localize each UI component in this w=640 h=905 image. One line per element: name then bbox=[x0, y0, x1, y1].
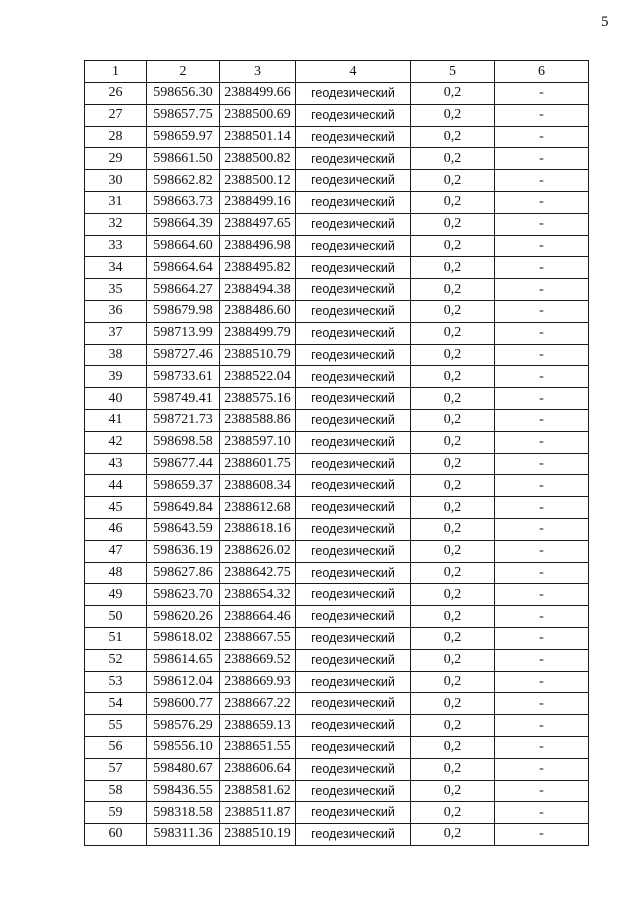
x-coordinate-cell: 598576.29 bbox=[147, 715, 220, 737]
accuracy-cell: 0,2 bbox=[411, 693, 495, 715]
point-number-cell: 39 bbox=[85, 366, 147, 388]
y-coordinate-cell: 2388606.64 bbox=[220, 758, 296, 780]
accuracy-cell: 0,2 bbox=[411, 649, 495, 671]
x-coordinate-cell: 598661.50 bbox=[147, 148, 220, 170]
x-coordinate-cell: 598643.59 bbox=[147, 518, 220, 540]
method-cell: геодезический bbox=[296, 475, 411, 497]
x-coordinate-cell: 598698.58 bbox=[147, 431, 220, 453]
table-row bbox=[85, 606, 589, 628]
header-cell-point-number: 1 bbox=[85, 61, 147, 83]
point-number-cell: 47 bbox=[85, 540, 147, 562]
y-coordinate-cell: 2388511.87 bbox=[220, 802, 296, 824]
point-number-cell: 30 bbox=[85, 170, 147, 192]
point-number-cell: 42 bbox=[85, 431, 147, 453]
y-coordinate-cell: 2388522.04 bbox=[220, 366, 296, 388]
x-coordinate-cell: 598659.37 bbox=[147, 475, 220, 497]
table-row bbox=[85, 475, 589, 497]
accuracy-cell: 0,2 bbox=[411, 475, 495, 497]
accuracy-cell: 0,2 bbox=[411, 104, 495, 126]
y-coordinate-cell: 2388618.16 bbox=[220, 518, 296, 540]
accuracy-cell: 0,2 bbox=[411, 606, 495, 628]
x-coordinate-cell: 598664.64 bbox=[147, 257, 220, 279]
accuracy-cell: 0,2 bbox=[411, 191, 495, 213]
table-row bbox=[85, 279, 589, 301]
table-row bbox=[85, 170, 589, 192]
point-number-cell: 38 bbox=[85, 344, 147, 366]
description-cell: - bbox=[495, 213, 589, 235]
description-cell: - bbox=[495, 300, 589, 322]
description-cell: - bbox=[495, 584, 589, 606]
table-row bbox=[85, 431, 589, 453]
table-row bbox=[85, 126, 589, 148]
x-coordinate-cell: 598664.39 bbox=[147, 213, 220, 235]
x-coordinate-cell: 598733.61 bbox=[147, 366, 220, 388]
x-coordinate-cell: 598627.86 bbox=[147, 562, 220, 584]
table-row bbox=[85, 562, 589, 584]
accuracy-cell: 0,2 bbox=[411, 409, 495, 431]
accuracy-cell: 0,2 bbox=[411, 497, 495, 519]
accuracy-cell: 0,2 bbox=[411, 170, 495, 192]
accuracy-cell: 0,2 bbox=[411, 300, 495, 322]
accuracy-cell: 0,2 bbox=[411, 627, 495, 649]
x-coordinate-cell: 598679.98 bbox=[147, 300, 220, 322]
x-coordinate-cell: 598727.46 bbox=[147, 344, 220, 366]
y-coordinate-cell: 2388669.93 bbox=[220, 671, 296, 693]
header-cell-description: 6 bbox=[495, 61, 589, 83]
table-row bbox=[85, 148, 589, 170]
table-row bbox=[85, 235, 589, 257]
description-cell: - bbox=[495, 344, 589, 366]
table-row bbox=[85, 802, 589, 824]
accuracy-cell: 0,2 bbox=[411, 279, 495, 301]
point-number-cell: 59 bbox=[85, 802, 147, 824]
description-cell: - bbox=[495, 409, 589, 431]
description-cell: - bbox=[495, 693, 589, 715]
accuracy-cell: 0,2 bbox=[411, 736, 495, 758]
method-cell: геодезический bbox=[296, 279, 411, 301]
method-cell: геодезический bbox=[296, 300, 411, 322]
accuracy-cell: 0,2 bbox=[411, 453, 495, 475]
point-number-cell: 37 bbox=[85, 322, 147, 344]
accuracy-cell: 0,2 bbox=[411, 715, 495, 737]
description-cell: - bbox=[495, 366, 589, 388]
accuracy-cell: 0,2 bbox=[411, 824, 495, 846]
header-cell-y: 3 bbox=[220, 61, 296, 83]
coordinates-table bbox=[84, 60, 589, 846]
x-coordinate-cell: 598659.97 bbox=[147, 126, 220, 148]
point-number-cell: 55 bbox=[85, 715, 147, 737]
y-coordinate-cell: 2388510.19 bbox=[220, 824, 296, 846]
point-number-cell: 54 bbox=[85, 693, 147, 715]
table-row bbox=[85, 780, 589, 802]
method-cell: геодезический bbox=[296, 409, 411, 431]
x-coordinate-cell: 598600.77 bbox=[147, 693, 220, 715]
y-coordinate-cell: 2388664.46 bbox=[220, 606, 296, 628]
method-cell: геодезический bbox=[296, 126, 411, 148]
table-row bbox=[85, 104, 589, 126]
description-cell: - bbox=[495, 475, 589, 497]
description-cell: - bbox=[495, 83, 589, 105]
y-coordinate-cell: 2388669.52 bbox=[220, 649, 296, 671]
description-cell: - bbox=[495, 736, 589, 758]
method-cell: геодезический bbox=[296, 322, 411, 344]
description-cell: - bbox=[495, 649, 589, 671]
point-number-cell: 45 bbox=[85, 497, 147, 519]
description-cell: - bbox=[495, 497, 589, 519]
y-coordinate-cell: 2388659.13 bbox=[220, 715, 296, 737]
header-cell-x: 2 bbox=[147, 61, 220, 83]
accuracy-cell: 0,2 bbox=[411, 584, 495, 606]
x-coordinate-cell: 598721.73 bbox=[147, 409, 220, 431]
point-number-cell: 60 bbox=[85, 824, 147, 846]
table-row bbox=[85, 409, 589, 431]
method-cell: геодезический bbox=[296, 562, 411, 584]
table-row bbox=[85, 736, 589, 758]
point-number-cell: 51 bbox=[85, 627, 147, 649]
description-cell: - bbox=[495, 518, 589, 540]
x-coordinate-cell: 598649.84 bbox=[147, 497, 220, 519]
y-coordinate-cell: 2388588.86 bbox=[220, 409, 296, 431]
table-row bbox=[85, 671, 589, 693]
method-cell: геодезический bbox=[296, 148, 411, 170]
method-cell: геодезический bbox=[296, 671, 411, 693]
point-number-cell: 40 bbox=[85, 388, 147, 410]
accuracy-cell: 0,2 bbox=[411, 148, 495, 170]
description-cell: - bbox=[495, 104, 589, 126]
y-coordinate-cell: 2388612.68 bbox=[220, 497, 296, 519]
point-number-cell: 29 bbox=[85, 148, 147, 170]
y-coordinate-cell: 2388575.16 bbox=[220, 388, 296, 410]
y-coordinate-cell: 2388651.55 bbox=[220, 736, 296, 758]
table-row bbox=[85, 366, 589, 388]
description-cell: - bbox=[495, 257, 589, 279]
method-cell: геодезический bbox=[296, 758, 411, 780]
method-cell: геодезический bbox=[296, 736, 411, 758]
accuracy-cell: 0,2 bbox=[411, 83, 495, 105]
y-coordinate-cell: 2388500.82 bbox=[220, 148, 296, 170]
description-cell: - bbox=[495, 170, 589, 192]
accuracy-cell: 0,2 bbox=[411, 540, 495, 562]
description-cell: - bbox=[495, 191, 589, 213]
accuracy-cell: 0,2 bbox=[411, 758, 495, 780]
method-cell: геодезический bbox=[296, 824, 411, 846]
y-coordinate-cell: 2388581.62 bbox=[220, 780, 296, 802]
point-number-cell: 43 bbox=[85, 453, 147, 475]
method-cell: геодезический bbox=[296, 235, 411, 257]
method-cell: геодезический bbox=[296, 606, 411, 628]
method-cell: геодезический bbox=[296, 715, 411, 737]
point-number-cell: 56 bbox=[85, 736, 147, 758]
table-row bbox=[85, 453, 589, 475]
method-cell: геодезический bbox=[296, 170, 411, 192]
description-cell: - bbox=[495, 126, 589, 148]
method-cell: геодезический bbox=[296, 518, 411, 540]
accuracy-cell: 0,2 bbox=[411, 780, 495, 802]
y-coordinate-cell: 2388499.79 bbox=[220, 322, 296, 344]
table-row bbox=[85, 388, 589, 410]
method-cell: геодезический bbox=[296, 497, 411, 519]
description-cell: - bbox=[495, 824, 589, 846]
table-row bbox=[85, 191, 589, 213]
point-number-cell: 28 bbox=[85, 126, 147, 148]
point-number-cell: 53 bbox=[85, 671, 147, 693]
accuracy-cell: 0,2 bbox=[411, 257, 495, 279]
point-number-cell: 35 bbox=[85, 279, 147, 301]
method-cell: геодезический bbox=[296, 431, 411, 453]
y-coordinate-cell: 2388486.60 bbox=[220, 300, 296, 322]
point-number-cell: 46 bbox=[85, 518, 147, 540]
point-number-cell: 26 bbox=[85, 83, 147, 105]
method-cell: геодезический bbox=[296, 388, 411, 410]
y-coordinate-cell: 2388495.82 bbox=[220, 257, 296, 279]
method-cell: геодезический bbox=[296, 453, 411, 475]
method-cell: геодезический bbox=[296, 649, 411, 671]
x-coordinate-cell: 598657.75 bbox=[147, 104, 220, 126]
table-row bbox=[85, 213, 589, 235]
y-coordinate-cell: 2388497.65 bbox=[220, 213, 296, 235]
table-row bbox=[85, 540, 589, 562]
y-coordinate-cell: 2388510.79 bbox=[220, 344, 296, 366]
description-cell: - bbox=[495, 802, 589, 824]
description-cell: - bbox=[495, 388, 589, 410]
x-coordinate-cell: 598677.44 bbox=[147, 453, 220, 475]
header-cell-accuracy: 5 bbox=[411, 61, 495, 83]
point-number-cell: 58 bbox=[85, 780, 147, 802]
x-coordinate-cell: 598436.55 bbox=[147, 780, 220, 802]
x-coordinate-cell: 598318.58 bbox=[147, 802, 220, 824]
table-row bbox=[85, 518, 589, 540]
method-cell: геодезический bbox=[296, 257, 411, 279]
point-number-cell: 33 bbox=[85, 235, 147, 257]
point-number-cell: 48 bbox=[85, 562, 147, 584]
accuracy-cell: 0,2 bbox=[411, 213, 495, 235]
table-row bbox=[85, 344, 589, 366]
accuracy-cell: 0,2 bbox=[411, 802, 495, 824]
method-cell: геодезический bbox=[296, 693, 411, 715]
y-coordinate-cell: 2388654.32 bbox=[220, 584, 296, 606]
accuracy-cell: 0,2 bbox=[411, 562, 495, 584]
description-cell: - bbox=[495, 322, 589, 344]
accuracy-cell: 0,2 bbox=[411, 518, 495, 540]
point-number-cell: 27 bbox=[85, 104, 147, 126]
table-row bbox=[85, 584, 589, 606]
description-cell: - bbox=[495, 758, 589, 780]
x-coordinate-cell: 598664.60 bbox=[147, 235, 220, 257]
accuracy-cell: 0,2 bbox=[411, 431, 495, 453]
description-cell: - bbox=[495, 606, 589, 628]
x-coordinate-cell: 598614.65 bbox=[147, 649, 220, 671]
method-cell: геодезический bbox=[296, 213, 411, 235]
x-coordinate-cell: 598612.04 bbox=[147, 671, 220, 693]
x-coordinate-cell: 598663.73 bbox=[147, 191, 220, 213]
point-number-cell: 34 bbox=[85, 257, 147, 279]
table-row bbox=[85, 257, 589, 279]
table-row bbox=[85, 715, 589, 737]
y-coordinate-cell: 2388601.75 bbox=[220, 453, 296, 475]
description-cell: - bbox=[495, 279, 589, 301]
method-cell: геодезический bbox=[296, 83, 411, 105]
description-cell: - bbox=[495, 431, 589, 453]
header-cell-method: 4 bbox=[296, 61, 411, 83]
accuracy-cell: 0,2 bbox=[411, 344, 495, 366]
accuracy-cell: 0,2 bbox=[411, 126, 495, 148]
point-number-cell: 32 bbox=[85, 213, 147, 235]
accuracy-cell: 0,2 bbox=[411, 388, 495, 410]
description-cell: - bbox=[495, 148, 589, 170]
description-cell: - bbox=[495, 780, 589, 802]
description-cell: - bbox=[495, 540, 589, 562]
y-coordinate-cell: 2388667.22 bbox=[220, 693, 296, 715]
method-cell: геодезический bbox=[296, 366, 411, 388]
y-coordinate-cell: 2388499.16 bbox=[220, 191, 296, 213]
table-row bbox=[85, 497, 589, 519]
method-cell: геодезический bbox=[296, 104, 411, 126]
method-cell: геодезический bbox=[296, 802, 411, 824]
x-coordinate-cell: 598480.67 bbox=[147, 758, 220, 780]
point-number-cell: 52 bbox=[85, 649, 147, 671]
point-number-cell: 57 bbox=[85, 758, 147, 780]
x-coordinate-cell: 598664.27 bbox=[147, 279, 220, 301]
y-coordinate-cell: 2388496.98 bbox=[220, 235, 296, 257]
y-coordinate-cell: 2388597.10 bbox=[220, 431, 296, 453]
point-number-cell: 50 bbox=[85, 606, 147, 628]
x-coordinate-cell: 598749.41 bbox=[147, 388, 220, 410]
y-coordinate-cell: 2388501.14 bbox=[220, 126, 296, 148]
method-cell: геодезический bbox=[296, 344, 411, 366]
description-cell: - bbox=[495, 715, 589, 737]
y-coordinate-cell: 2388626.02 bbox=[220, 540, 296, 562]
table-row bbox=[85, 649, 589, 671]
y-coordinate-cell: 2388642.75 bbox=[220, 562, 296, 584]
y-coordinate-cell: 2388667.55 bbox=[220, 627, 296, 649]
x-coordinate-cell: 598311.36 bbox=[147, 824, 220, 846]
x-coordinate-cell: 598713.99 bbox=[147, 322, 220, 344]
point-number-cell: 41 bbox=[85, 409, 147, 431]
table-row bbox=[85, 824, 589, 846]
point-number-cell: 44 bbox=[85, 475, 147, 497]
x-coordinate-cell: 598656.30 bbox=[147, 83, 220, 105]
description-cell: - bbox=[495, 235, 589, 257]
x-coordinate-cell: 598623.70 bbox=[147, 584, 220, 606]
point-number-cell: 49 bbox=[85, 584, 147, 606]
accuracy-cell: 0,2 bbox=[411, 235, 495, 257]
method-cell: геодезический bbox=[296, 627, 411, 649]
table-row bbox=[85, 300, 589, 322]
x-coordinate-cell: 598620.26 bbox=[147, 606, 220, 628]
y-coordinate-cell: 2388500.12 bbox=[220, 170, 296, 192]
description-cell: - bbox=[495, 671, 589, 693]
accuracy-cell: 0,2 bbox=[411, 366, 495, 388]
page-number: 5 bbox=[601, 14, 609, 30]
point-number-cell: 31 bbox=[85, 191, 147, 213]
x-coordinate-cell: 598618.02 bbox=[147, 627, 220, 649]
method-cell: геодезический bbox=[296, 780, 411, 802]
y-coordinate-cell: 2388494.38 bbox=[220, 279, 296, 301]
method-cell: геодезический bbox=[296, 191, 411, 213]
x-coordinate-cell: 598636.19 bbox=[147, 540, 220, 562]
table-row bbox=[85, 758, 589, 780]
x-coordinate-cell: 598662.82 bbox=[147, 170, 220, 192]
table-row bbox=[85, 627, 589, 649]
method-cell: геодезический bbox=[296, 540, 411, 562]
y-coordinate-cell: 2388608.34 bbox=[220, 475, 296, 497]
x-coordinate-cell: 598556.10 bbox=[147, 736, 220, 758]
accuracy-cell: 0,2 bbox=[411, 322, 495, 344]
method-cell: геодезический bbox=[296, 584, 411, 606]
table-row bbox=[85, 322, 589, 344]
table-row bbox=[85, 83, 589, 105]
description-cell: - bbox=[495, 627, 589, 649]
description-cell: - bbox=[495, 453, 589, 475]
y-coordinate-cell: 2388500.69 bbox=[220, 104, 296, 126]
table-body bbox=[85, 61, 589, 846]
y-coordinate-cell: 2388499.66 bbox=[220, 83, 296, 105]
table-row bbox=[85, 693, 589, 715]
accuracy-cell: 0,2 bbox=[411, 671, 495, 693]
table-header-row bbox=[85, 61, 589, 83]
description-cell: - bbox=[495, 562, 589, 584]
point-number-cell: 36 bbox=[85, 300, 147, 322]
